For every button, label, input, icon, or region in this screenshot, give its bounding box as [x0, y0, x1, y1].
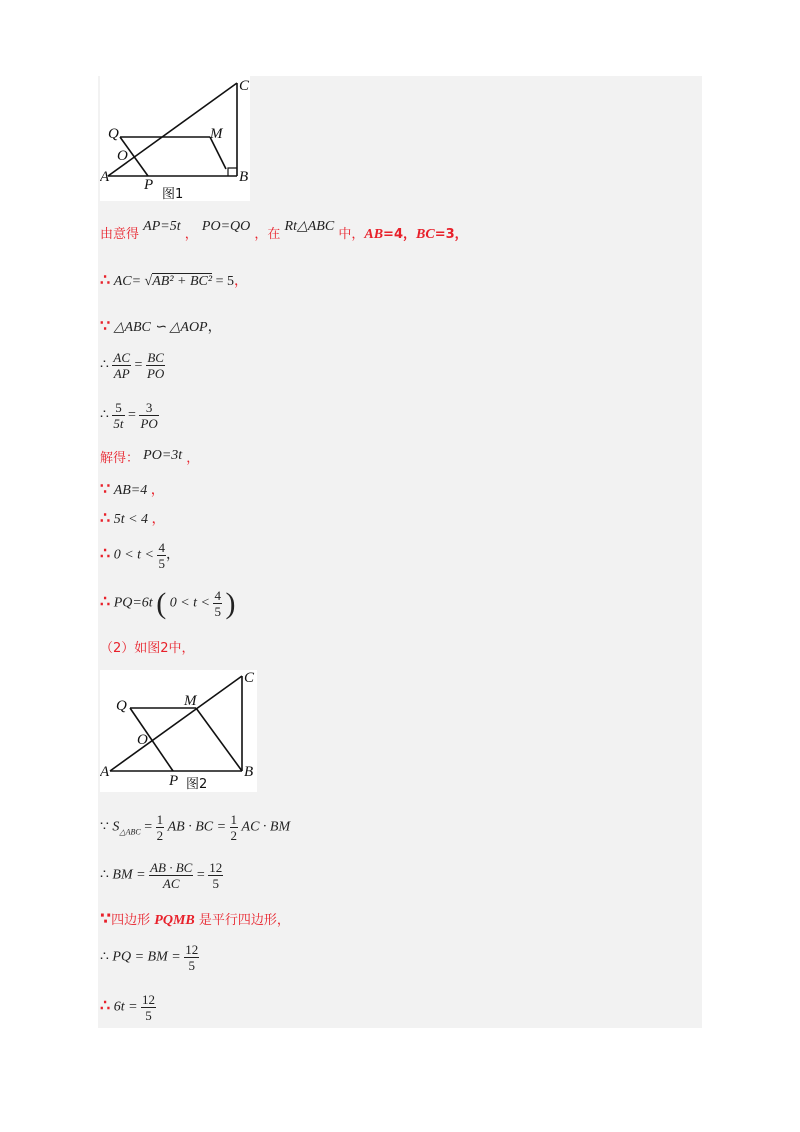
expr-similar: △ABC ∽ △AOP — [113, 320, 208, 335]
fig2-caption: 图2 — [186, 777, 208, 792]
line-parallelogram — [100, 910, 290, 930]
line-similar — [100, 318, 222, 337]
frac-3-po: $\frac{3}{PO}$ — [140, 400, 158, 431]
therefore-symbol-black: ∴ — [100, 407, 109, 423]
fig1-label-m: M — [210, 126, 223, 142]
fig2-label-p: P — [169, 773, 179, 789]
text-comma: ， — [151, 512, 166, 527]
text-comma: ， — [186, 451, 200, 466]
frac-bc-po: $\frac{BC}{PO}$ — [146, 350, 165, 381]
text-parallelogram: 是平行四边形， — [198, 913, 290, 928]
text-comma: ， — [207, 320, 222, 335]
fig1-label-b: B — [239, 169, 249, 185]
expr-ap: AP=5t — [143, 219, 181, 234]
expr-rt-abc: Rt△ABC — [284, 219, 335, 234]
therefore-symbol: ∴ — [100, 510, 111, 527]
frac-4-5: $\frac{4}{5}$ — [214, 588, 221, 619]
text-quad: 四边形 — [111, 913, 151, 928]
frac-4-5: $\frac{4}{5}$ — [158, 540, 165, 571]
sqrt-symbol: √ — [144, 274, 153, 289]
equals: = — [134, 357, 143, 373]
therefore-symbol: ∴ — [100, 997, 111, 1015]
expr-pqmb: PQMB — [154, 913, 195, 928]
frac-1-2: $\frac{1}{2}$ — [156, 812, 164, 843]
expr-radicand: AB² + BC² — [152, 274, 213, 289]
expr-ab: AB — [364, 227, 384, 242]
expr-5t-lt-4: 5t < 4 — [113, 512, 149, 527]
line-5t-lt-4 — [100, 510, 166, 529]
fig2-label-c: C — [244, 670, 255, 686]
line-bm — [100, 860, 223, 891]
frac-1-2: $\frac{1}{2}$ — [230, 812, 238, 843]
text-eq4: =4， — [383, 227, 416, 242]
line-ratio — [100, 350, 165, 381]
expr-pq-bm: PQ = BM = — [112, 949, 181, 965]
paren-close: ) — [225, 586, 236, 620]
line-range — [100, 540, 180, 571]
frac-ac-ap: $\frac{AC}{AP}$ — [113, 350, 131, 381]
because-symbol: ∵ — [100, 318, 111, 335]
expr-bm: BM = — [112, 867, 146, 883]
text-part2: （2）如图2中， — [100, 641, 195, 656]
line-ab4 — [100, 481, 165, 500]
paren-open: ( — [156, 586, 167, 620]
fig2-label-b: B — [244, 764, 254, 780]
expr-range: 0 < t < — [113, 547, 154, 563]
frac-ab-bc-ac: $\frac{AB \cdot BC}{AC}$ — [150, 860, 193, 891]
figure-1-diagram — [100, 76, 250, 201]
line-ac — [100, 272, 248, 291]
equals: = — [196, 867, 205, 883]
frac-12-5: $\frac{12}{5}$ — [185, 942, 199, 973]
expr-ac-rhs: = 5 — [215, 274, 234, 289]
expr-ac-lhs: AC= — [113, 274, 142, 289]
fig2-label-m: M — [184, 693, 197, 709]
figure-2 — [100, 670, 257, 792]
expr-pq-6t: PQ=6t — [113, 595, 153, 611]
because-symbol: ∵ — [100, 481, 111, 498]
expr-ab-4: AB=4 — [113, 483, 148, 498]
line-part2 — [100, 640, 195, 658]
therefore-symbol: ∴ — [100, 272, 111, 289]
text-solve: 解得： — [100, 451, 140, 466]
text-middle: 中， — [338, 227, 365, 242]
text-comma: ， — [233, 274, 248, 289]
fig1-caption: 图1 — [162, 187, 184, 201]
text-in: ，在 — [254, 227, 281, 242]
line-pq-bm — [100, 942, 199, 973]
fig1-label-c: C — [239, 78, 250, 94]
line-area — [100, 812, 290, 843]
fig1-label-p: P — [144, 177, 154, 193]
expr-bc: BC — [416, 227, 435, 242]
expr-po-qo: PO=QO — [201, 219, 251, 234]
fig1-label-a: A — [100, 169, 110, 185]
line-given — [100, 219, 468, 244]
therefore-symbol-black: ∴ — [100, 357, 109, 373]
fig2-label-q: Q — [116, 698, 127, 714]
line-solve — [100, 450, 199, 468]
equals: = — [144, 819, 153, 835]
text-comma: ， — [184, 227, 198, 242]
frac-5-5t: $\frac{5}{5t}$ — [113, 400, 124, 431]
figure-2-diagram — [100, 670, 257, 792]
expr-ac-bm: AC · BM — [241, 819, 291, 835]
therefore-symbol-black: ∴ — [100, 867, 109, 883]
fig2-label-o: O — [137, 732, 148, 748]
fig2-label-a: A — [100, 764, 110, 780]
therefore-symbol: ∴ — [100, 545, 111, 563]
equals: = — [128, 407, 136, 423]
frac-12-5: $\frac{12}{5}$ — [142, 992, 156, 1023]
expr-range-inner: 0 < t < — [169, 595, 210, 611]
line-substitute — [100, 400, 159, 431]
because-symbol-black: ∵ — [100, 819, 109, 835]
therefore-symbol: ∴ — [100, 593, 111, 611]
line-pq — [100, 588, 235, 619]
text-eq3: =3， — [434, 227, 468, 242]
expr-s: S — [112, 819, 120, 835]
expr-s-sub: △ABC — [119, 827, 141, 837]
figure-1 — [100, 76, 250, 201]
expr-ab-bc: AB · BC = — [167, 819, 227, 835]
therefore-symbol-black: ∴ — [100, 949, 109, 965]
text-comma: ， — [150, 483, 165, 498]
fig1-label-q: Q — [108, 126, 119, 142]
text-given: 由意得 — [100, 227, 140, 242]
because-symbol: ∵ — [100, 909, 112, 928]
expr-po-3t: PO=3t — [143, 448, 183, 463]
text-comma: ， — [165, 547, 180, 563]
frac-12-5: $\frac{12}{5}$ — [209, 860, 223, 891]
fig1-label-o: O — [117, 148, 128, 164]
line-6t — [100, 992, 156, 1023]
expr-6t: 6t = — [113, 999, 138, 1015]
